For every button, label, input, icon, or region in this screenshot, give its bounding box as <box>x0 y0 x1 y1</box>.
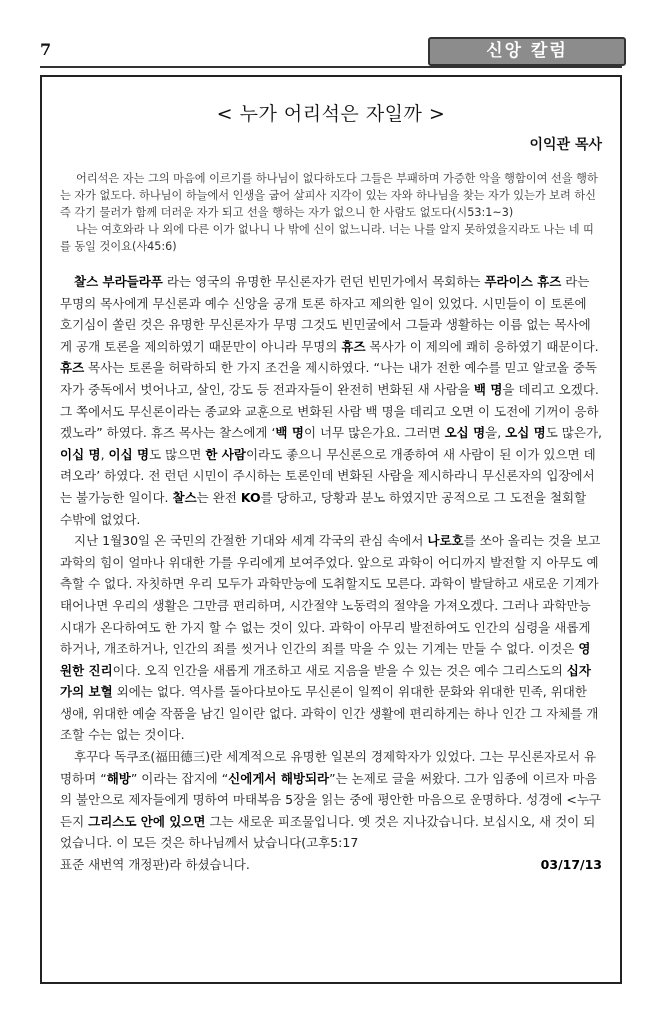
emphasis-text: 나로호 <box>427 533 464 549</box>
text-run: 을 데리고 오겠다. 그 쪽에서도 무신론이라는 종교와 교훈으로 변화된 사람 백 명을 데리고 오면 이 도전에 기꺼이 응하겠노라” 하였다. 휴즈 목사는 찰스에게 ‘ <box>60 381 599 441</box>
text-run: 그는 새로운 피조물입니다. 옛 것은 지나갔습니다. 보십시오, 새 것이 되었습니다. 이 모든 것은 하나님께서 났습니다(고후5:17 <box>60 813 596 851</box>
emphasis-text: 그리스도 안에 있으면 <box>88 813 206 829</box>
text-run: 는 완전 <box>196 489 241 505</box>
text-run: 목사가 이 제의에 쾌히 응하였기 때문이다. <box>365 338 599 354</box>
emphasis-text: 푸라이스 휴즈 <box>484 274 562 289</box>
header-divider <box>40 66 622 68</box>
body-paragraph <box>60 271 602 530</box>
section-title-tab: 신앙 칼럼 <box>428 37 626 66</box>
text-run: 라는 영국의 유명한 무신론자가 런던 빈민가에서 목회하는 <box>162 274 485 289</box>
emphasis-text: 오십 명 <box>505 425 546 441</box>
scripture-quote <box>60 170 602 255</box>
emphasis-text: 이십 명 <box>108 446 150 462</box>
article-frame <box>40 75 622 984</box>
emphasis-text: 이십 명 <box>60 446 101 462</box>
emphasis-text: KO <box>240 489 261 505</box>
text-run: 라는 무명의 목사에게 무신론과 예수 신앙을 공개 토론 하자고 제의한 일이 있었다. 시민들이 이 토론에 호기심이 쏠린 것은 유명한 무신론자가 무명 그것도 빈민굴에서 그들과 생활하는 이름 없는 목사에게 공개 토론을 제의하였기 때문만이 아니라 무명의 <box>60 274 591 354</box>
scripture-verse: 어리석은 자는 그의 마음에 이르기를 하나님이 없다하도다 그들은 부패하며 가증한 악을 행함이여 선을 행하는 자가 없도다. 하나님이 하늘에서 인생을 굽어 살피사 지각이 있는 자와 하나님을 찾는 자가 있는가 보려 하신즉 각기 물러가 함께 더러운 자가 되고 선을 행하는 자가 없으니 한 사람도 없도다(시53:1~3) <box>60 172 598 219</box>
body-paragraph <box>60 530 602 746</box>
text-run: 외에는 없다. 역사를 돌아다보아도 무신론이 일찍이 위대한 문화와 위대한 민족, 위대한 생애, 위대한 예술 작품을 남긴 일이란 없다. 과학이 인간 생활에 편리하게는 하나 인간 그 자체를 개조할 수는 없는 것이다. <box>60 684 599 743</box>
emphasis-text: 신에게서 해방되라 <box>228 770 330 786</box>
emphasis-text: 십자가의 보혈 <box>60 662 591 700</box>
text-run: 지난 1월30일 온 국민의 간절한 기대와 세계 각국의 관심 속에서 <box>74 533 428 549</box>
text-run: 후꾸다 독쿠조(福田德三)란 세계적으로 유명한 일본의 경제학자가 있었다. 그는 무신론자로서 유명하며 “ <box>60 749 597 786</box>
emphasis-text: 오십 명 <box>444 425 486 441</box>
emphasis-text: 백 명 <box>473 381 503 397</box>
text-run: 목사는 토론을 허락하되 한 가지 조건을 제시하였다. “나는 내가 전한 예수를 믿고 알코올 중독자가 중독에서 벗어나고, 살인, 강도 등 전과자들이 완전히 변화된 새 사람을 <box>60 360 598 397</box>
emphasis-text: 휴즈 <box>341 338 366 354</box>
text-run: 를 당하고, 당황과 분노 하였지만 공적으로 그 도전을 철회할 수밖에 없었다. <box>60 489 587 527</box>
article-title: < 누가 어리석은 자일까 > <box>216 103 446 125</box>
text-run: 를 쏘아 올리는 것을 보고 과학의 힘이 얼마나 위대한 가를 우리에게 보여주었다. 앞으로 과학이 어디까지 발전할 지 아무도 예측할 수 없다. 자칫하면 우리 모두가 과학만능에 도취할지도 모른다. 과학이 발달하고 새로운 기계가 태어나면 우리의 생활은 그만큼 편리하며, 시간절약 노동력의 절약을 가져오겠다. 그러나 과학만능 시대가 온다하여도 한 가지 할 수 없는 것이 있다. 과학이 아무리 발전하여도 인간의 심령을 새롭게 하거나, 개조하거나, 인간의 죄를 씻거나 인간의 죄를 막을 수 있는 기계는 만들 수 없다. 이것은 <box>60 533 601 657</box>
text-run: 이 너무 많은가요. 그러면 <box>303 425 445 441</box>
text-run: 이다. 오직 인간을 새롭게 개조하고 새로 지음을 받을 수 있는 것은 예수 그리스도의 <box>112 662 567 678</box>
page-number: 7 <box>40 40 52 59</box>
emphasis-text: 백 명 <box>275 425 304 441</box>
text-run: 을, <box>485 425 506 441</box>
text-run: 도 많은가, <box>545 425 602 441</box>
text-run: ” 이라는 잡지에 “ <box>130 770 229 786</box>
text-run: 도 많으면 <box>149 446 206 462</box>
emphasis-text: 한 사람 <box>205 446 246 462</box>
text-run: , <box>100 446 109 462</box>
emphasis-text: 찰스 부라들라푸 <box>74 274 163 289</box>
closing-text: 표준 새번역 개정판)라 하셨습니다. <box>60 857 250 873</box>
closing-line <box>60 854 602 876</box>
body-paragraph <box>60 746 602 854</box>
article-body <box>60 271 602 876</box>
emphasis-text: 해방 <box>106 770 131 786</box>
scripture-verse: 나는 여호와라 나 외에 다른 이가 없나니 나 밖에 신이 없느니라. 너는 나를 알지 못하였을지라도 나는 네 띠를 동일 것이요(사45:6) <box>60 223 594 253</box>
text-run: 이라도 좋으니 무신론으로 개종하여 새 사람이 된 이가 있으면 데려오라’ 하였다. 전 런던 시민이 주시하는 토론인데 변화된 사람을 제시하라니 무신론자의 입장에서는 불가능한 일이다. <box>60 446 596 505</box>
article-author: 이익관 목사 <box>529 137 602 153</box>
emphasis-text: 찰스 <box>172 489 197 505</box>
article-date: 03/17/13 <box>540 857 602 873</box>
text-run: ”는 논제로 글을 써왔다. 그가 임종에 이르자 마음의 불안으로 제자들에게 명하여 마태복음 5장을 읽는 중에 평안한 마음으로 운명하다. 성경에 <누구든지 <box>60 770 602 829</box>
emphasis-text: 휴즈 <box>60 360 85 376</box>
emphasis-text: 영원한 진리 <box>60 641 591 678</box>
